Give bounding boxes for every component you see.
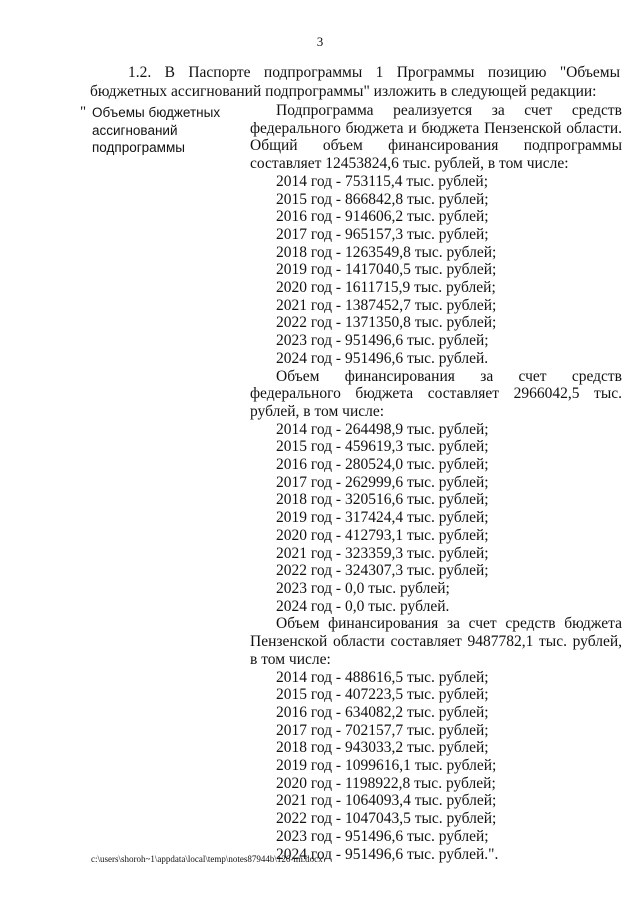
- year-item: 2022 год - 1047043,5 тыс. рублей;: [276, 810, 497, 828]
- section-paragraph: Объем финансирования за счет средств бюджета Пензенской области составляет 9487782,1 тыс. рублей, в том числе:: [250, 615, 622, 668]
- year-item: 2022 год - 1371350,8 тыс. рублей;: [276, 314, 497, 332]
- year-item: 2014 год - 264498,9 тыс. рублей;: [276, 420, 489, 438]
- year-item: 2023 год - 951496,6 тыс. рублей;: [276, 827, 489, 845]
- year-item: 2021 год - 323359,3 тыс. рублей;: [276, 544, 489, 562]
- year-item: 2022 год - 324307,3 тыс. рублей;: [276, 562, 489, 580]
- year-list: [250, 173, 622, 368]
- year-item: 2024 год - 0,0 тыс. рублей.: [276, 597, 450, 615]
- year-item: 2020 год - 412793,1 тыс. рублей;: [276, 526, 489, 544]
- opening-quote-mark: ": [80, 104, 87, 120]
- year-list: [250, 421, 622, 616]
- year-item: 2016 год - 280524,0 тыс. рублей;: [276, 456, 489, 474]
- funding-section-total: [250, 102, 622, 368]
- year-item: 2015 год - 866842,8 тыс. рублей;: [276, 190, 489, 208]
- year-item: 2017 год - 702157,7 тыс. рублей;: [276, 721, 489, 739]
- year-item: 2023 год - 951496,6 тыс. рублей;: [276, 332, 489, 350]
- section-paragraph: Объем финансирования за счет средств федерального бюджета составляет 2966042,5 тыс. рублей, в том числе:: [250, 367, 622, 420]
- year-list: [250, 669, 622, 864]
- year-item: 2018 год - 943033,2 тыс. рублей;: [276, 739, 489, 757]
- year-item: 2021 год - 1064093,4 тыс. рублей;: [276, 792, 497, 810]
- footer-file-path: c:\users\shoroh~1\appdata\local\temp\notes87944b\126-im.docx: [91, 854, 323, 864]
- year-item: 2024 год - 951496,6 тыс. рублей.".: [276, 845, 499, 863]
- year-item: 2015 год - 407223,5 тыс. рублей;: [276, 686, 489, 704]
- year-item: 2020 год - 1198922,8 тыс. рублей;: [276, 774, 496, 792]
- funding-description: [250, 102, 622, 863]
- year-item: 2016 год - 914606,2 тыс. рублей;: [276, 208, 489, 226]
- year-item: 2014 год - 753115,4 тыс. рублей;: [276, 172, 488, 190]
- year-item: 2016 год - 634082,2 тыс. рублей;: [276, 703, 489, 721]
- funding-section-federal: [250, 368, 622, 616]
- year-item: 2018 год - 1263549,8 тыс. рублей;: [276, 243, 497, 261]
- section-paragraph: Подпрограмма реализуется за счет средств федерального бюджета и бюджета Пензенской области. Общий объем финансирования подпрограммы составляет 12453824,6 тыс. рублей, в том числе:: [250, 102, 622, 173]
- year-item: 2024 год - 951496,6 тыс. рублей.: [276, 349, 489, 367]
- year-item: 2020 год - 1611715,9 тыс. рублей;: [276, 279, 496, 297]
- year-item: 2017 год - 262999,6 тыс. рублей;: [276, 473, 489, 491]
- year-item: 2019 год - 317424,4 тыс. рублей;: [276, 509, 489, 527]
- funding-section-regional: [250, 615, 622, 863]
- year-item: 2021 год - 1387452,7 тыс. рублей;: [276, 296, 497, 314]
- year-item: 2023 год - 0,0 тыс. рублей;: [276, 579, 450, 597]
- year-item: 2018 год - 320516,6 тыс. рублей;: [276, 491, 489, 509]
- page-number: 3: [316, 34, 324, 49]
- position-label: Объемы бюджетных ассигнований подпрограммы: [92, 105, 221, 155]
- year-item: 2019 год - 1099616,1 тыс. рублей;: [276, 757, 497, 775]
- year-item: 2017 год - 965157,3 тыс. рублей;: [276, 225, 489, 243]
- intro-paragraph: 1.2. В Паспорте подпрограммы 1 Программы позицию "Объемы бюджетных ассигнований подпрограммы" изложить в следующей редакции:: [90, 64, 620, 100]
- year-item: 2019 год - 1417040,5 тыс. рублей;: [276, 261, 497, 279]
- year-item: 2015 год - 459619,3 тыс. рублей;: [276, 438, 489, 456]
- year-item: 2014 год - 488616,5 тыс. рублей;: [276, 668, 489, 686]
